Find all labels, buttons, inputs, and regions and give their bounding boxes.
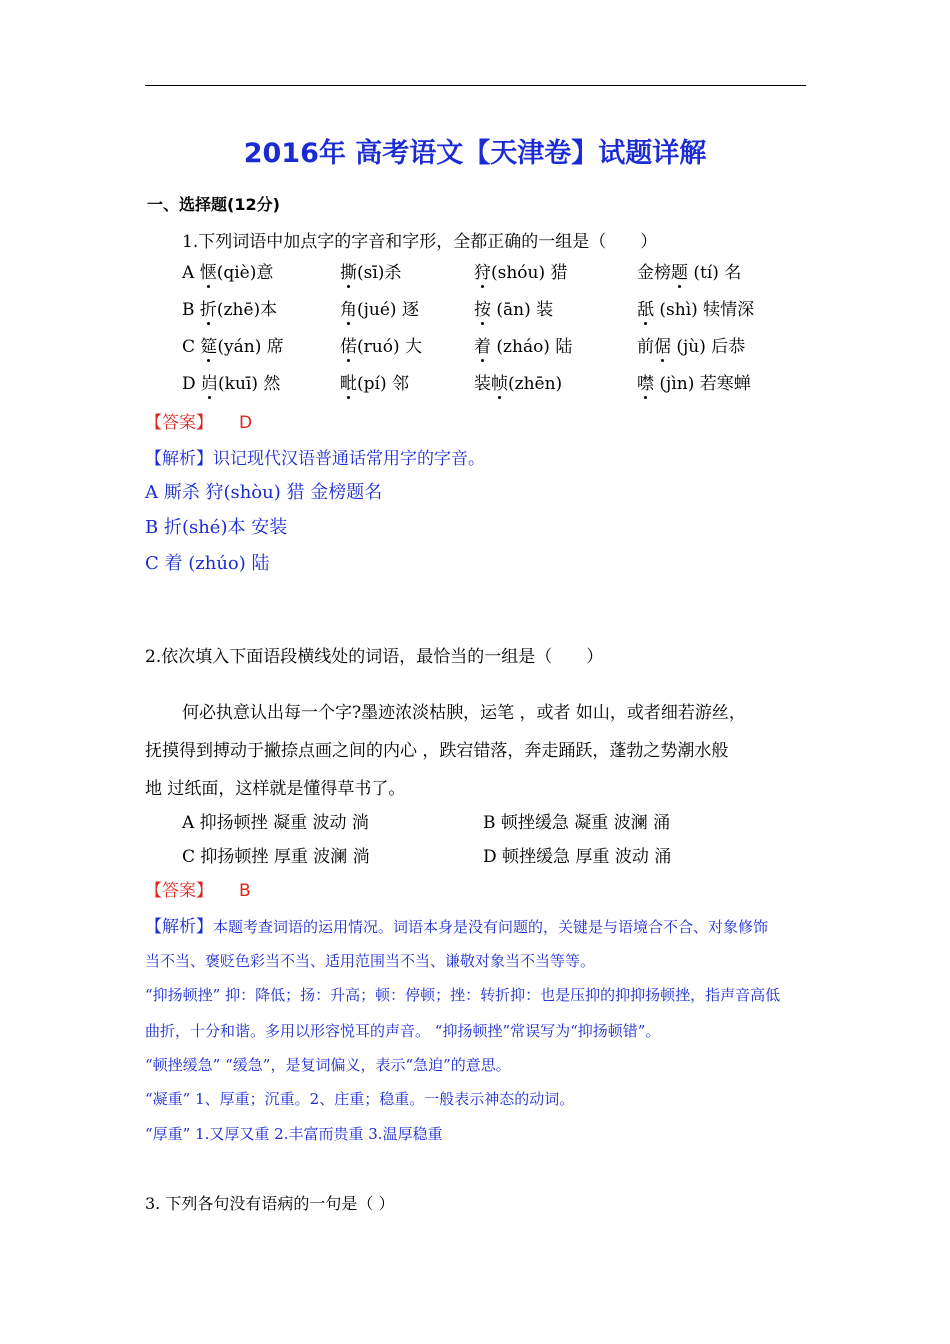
q1-analysis xyxy=(145,444,485,469)
dotted-char: 岿 xyxy=(201,369,218,394)
q1-option-d-1: D 岿(kuī) 然 xyxy=(182,369,280,394)
dotted-char: 惬 xyxy=(200,258,217,283)
q1-note-b: B 折(shé)本 安装 xyxy=(145,517,288,538)
q1-option-c-1: C 筵(yán) 席 xyxy=(182,332,284,357)
q2-option-a: A 抑扬顿挫 凝重 波动 淌 xyxy=(182,813,369,833)
q2-passage-line-3: 地 过纸面，这样就是懂得草书了。 xyxy=(145,779,406,799)
question-1-stem: 1.下列词语中加点字的字音和字形，全都正确的一组是（ ） xyxy=(182,232,658,252)
q2-option-c: C 抑扬顿挫 厚重 波澜 淌 xyxy=(182,847,370,867)
q2-note-1: “抑扬顿挫” 抑：降低；扬：升高；顿：停顿；挫：转折抑：也是压抑的抑抑扬顿挫，指声音高低 xyxy=(145,986,781,1004)
q2-answer xyxy=(145,876,251,901)
q2-note-4: “凝重” 1、厚重；沉重。2、庄重；稳重。一般表示神态的动词。 xyxy=(145,1090,575,1108)
answer-tag: 【答案】 xyxy=(145,881,213,901)
q1-option-a-2: 撕(sī)杀 xyxy=(340,258,401,283)
q2-note-5: “厚重” 1.又厚又重 2.丰富而贵重 3.温厚稳重 xyxy=(145,1125,443,1143)
q2-note-3: “顿挫缓急” “缓急”，是复词偏义，表示“急迫”的意思。 xyxy=(145,1056,511,1074)
analysis-tag: 【解析】 xyxy=(145,449,213,469)
dotted-char: 噤 xyxy=(637,369,654,394)
q1-option-c-3: 着 (zháo) 陆 xyxy=(474,332,572,357)
dotted-char: 撕 xyxy=(340,258,357,283)
dotted-char: 角 xyxy=(340,295,357,320)
dotted-char: 筵 xyxy=(200,332,217,357)
page-title: 2016年 高考语文【天津卷】试题详解 xyxy=(243,138,707,169)
dotted-char: 帧 xyxy=(491,369,508,394)
q1-option-a-4: 金榜题 (tí) 名 xyxy=(637,258,741,283)
q1-option-b-1: B 折(zhē)本 xyxy=(182,295,277,320)
q2-analysis-line-1 xyxy=(145,912,768,937)
q1-option-c-2: 偌(ruó) 大 xyxy=(340,332,422,357)
q1-option-a-3: 狩(shóu) 猎 xyxy=(474,258,568,283)
dotted-char: 倨 xyxy=(654,332,671,357)
q2-option-d: D 顿挫缓急 厚重 波动 涌 xyxy=(483,847,672,867)
dotted-char: 狩 xyxy=(474,258,491,283)
q1-option-d-3: 装帧(zhēn) xyxy=(474,369,562,394)
q1-option-c-4: 前倨 (jù) 后恭 xyxy=(637,332,745,357)
q2-analysis-line-2: 当不当、褒贬色彩当不当、适用范围当不当、谦敬对象当不当等等。 xyxy=(145,952,596,970)
q2-passage-line-2: 抚摸得到搏动于撇捺点画之间的内心 ，跌宕错落，奔走踊跃，蓬勃之势潮水般 xyxy=(145,741,729,761)
q2-passage-line-1: 何必执意认出每一个字?墨迹浓淡枯腴，运笔 ，或者 如山，或者细若游丝， xyxy=(182,703,746,723)
answer-value: B xyxy=(239,881,251,901)
dotted-char: 按 xyxy=(474,295,491,320)
q2-option-b: B 顿挫缓急 凝重 波澜 涌 xyxy=(483,813,671,833)
q1-option-b-4: 舐 (shì) 犊情深 xyxy=(637,295,754,320)
analysis-text: 本题考查词语的运用情况。词语本身是没有问题的，关键是与语境合不合、对象修饰 xyxy=(213,918,769,936)
q1-option-d-2: 毗(pí) 邻 xyxy=(340,369,409,394)
q1-option-b-3: 按 (ān) 装 xyxy=(474,295,553,320)
dotted-char: 着 xyxy=(474,332,491,357)
section-heading: 一、选择题(12分) xyxy=(147,195,280,214)
q1-note-a: A 厮杀 狩(shòu) 猎 金榜题名 xyxy=(145,482,383,503)
question-3-stem: 3. 下列各句没有语病的一句是（ ） xyxy=(145,1194,395,1213)
q2-note-2: 曲折，十分和谐。多用以形容悦耳的声音。 “抑扬顿挫”常误写为“抑扬顿错”。 xyxy=(145,1022,661,1040)
dotted-char: 舐 xyxy=(637,295,654,320)
dotted-char: 毗 xyxy=(340,369,357,394)
answer-tag: 【答案】 xyxy=(145,413,213,433)
question-2-stem: 2.依次填入下面语段横线处的词语，最恰当的一组是（ ） xyxy=(145,647,604,667)
q1-note-c: C 着 (zhúo) 陆 xyxy=(145,553,270,574)
answer-value: D xyxy=(239,413,253,433)
analysis-text: 识记现代汉语普通话常用字的字音。 xyxy=(213,449,485,469)
analysis-tag: 【解析】 xyxy=(145,917,213,937)
dotted-char: 题 xyxy=(671,258,688,283)
q1-answer xyxy=(145,408,252,433)
dotted-char: 折 xyxy=(200,295,217,320)
header-rule xyxy=(145,85,806,86)
q1-option-b-2: 角(jué) 逐 xyxy=(340,295,419,320)
q1-option-a-1: A 惬(qiè)意 xyxy=(182,258,273,283)
q1-option-d-4: 噤 (jìn) 若寒蝉 xyxy=(637,369,751,394)
dotted-char: 偌 xyxy=(340,332,357,357)
